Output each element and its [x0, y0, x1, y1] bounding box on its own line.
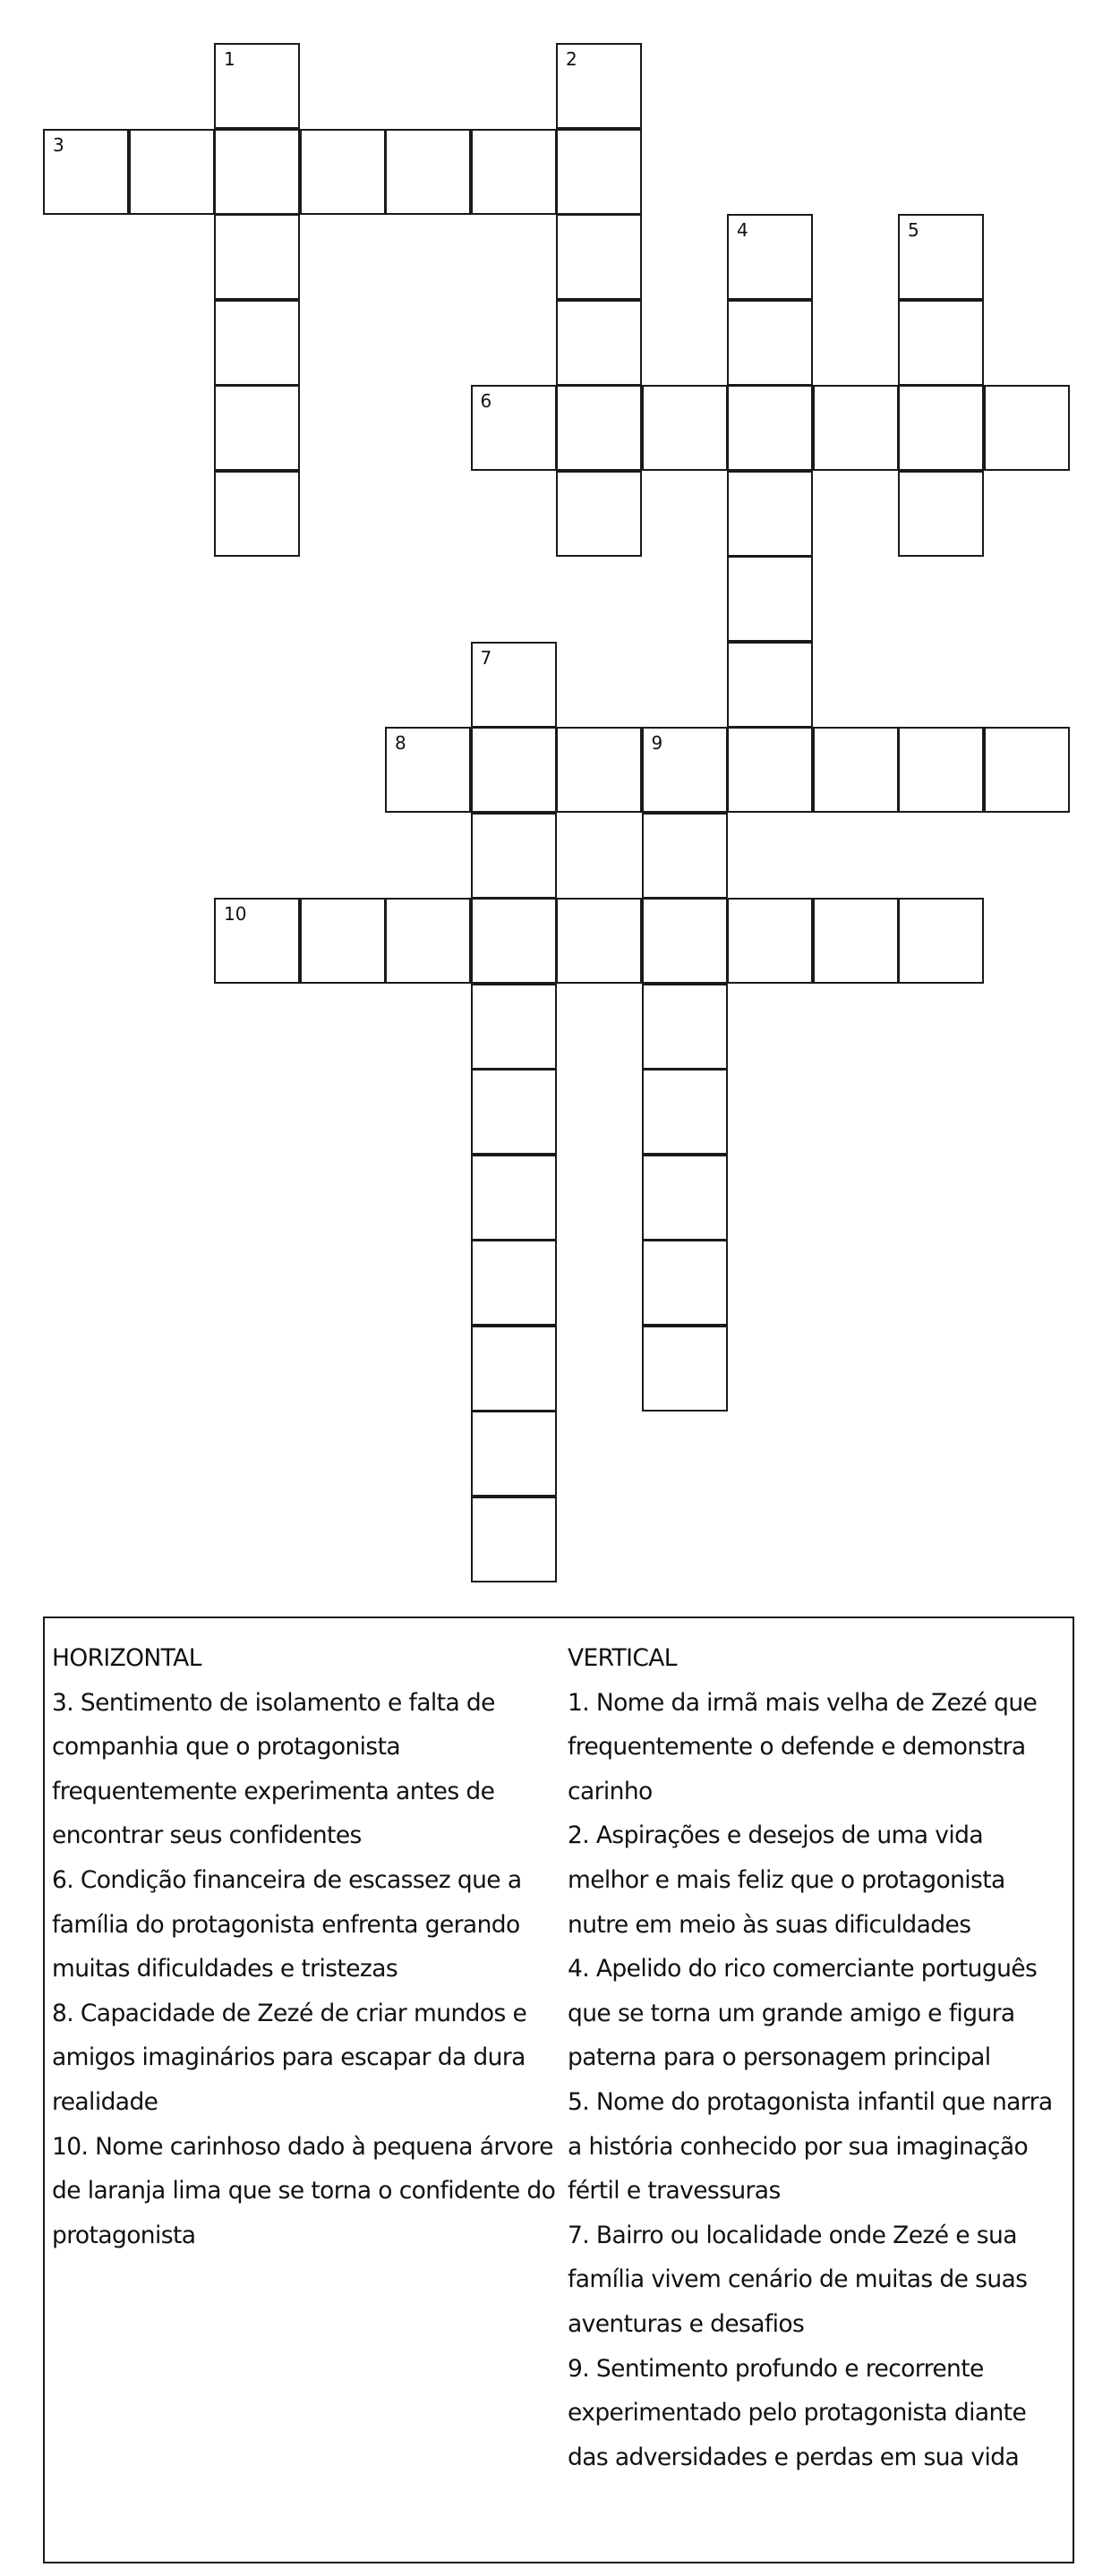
grid-cell[interactable] — [471, 898, 557, 984]
grid-cell[interactable] — [471, 1155, 557, 1241]
grid-cell[interactable] — [642, 1326, 728, 1412]
grid-cell[interactable] — [727, 556, 813, 642]
grid-cell[interactable] — [385, 129, 471, 215]
grid-cell[interactable] — [300, 898, 386, 984]
grid-cell[interactable] — [385, 727, 471, 813]
grid-cell[interactable] — [898, 214, 984, 300]
clue-number: 8 — [395, 732, 406, 754]
clue-across-10: 10. Nome carinhoso dado à pequena árvore de laranja lima que se torna o confidente do protagonista — [52, 2132, 556, 2249]
grid-cell[interactable] — [471, 1240, 557, 1326]
grid-cell[interactable] — [214, 385, 300, 471]
grid-cell[interactable] — [385, 898, 471, 984]
grid-cell[interactable] — [556, 471, 642, 557]
grid-cell[interactable] — [556, 214, 642, 300]
clue-down-4: 4. Apelido do rico comerciante português que se torna um grande amigo e figura paterna para o personagem principal — [568, 1955, 1038, 2072]
vertical-heading: VERTICAL — [568, 1644, 677, 1672]
grid-cell[interactable] — [642, 1155, 728, 1241]
clue-number: 10 — [224, 903, 247, 925]
clue-number: 3 — [53, 133, 64, 156]
grid-cell[interactable] — [556, 43, 642, 129]
grid-cell[interactable] — [898, 727, 984, 813]
clue-down-1: 1. Nome da irmã mais velha de Zezé que frequentemente o defende e demonstra carinho — [568, 1688, 1038, 1805]
grid-cell[interactable] — [471, 129, 557, 215]
grid-cell[interactable] — [471, 1411, 557, 1497]
vertical-clues — [568, 1636, 1069, 2479]
grid-cell[interactable] — [727, 898, 813, 984]
grid-cell[interactable] — [642, 385, 728, 471]
clue-down-2: 2. Aspirações e desejos de uma vida melhor e mais feliz que o protagonista nutre em meio às suas dificuldades — [568, 1821, 1005, 1939]
clue-number: 7 — [480, 646, 492, 669]
clue-number: 1 — [224, 48, 235, 70]
clue-down-5: 5. Nome do protagonista infantil que narra a história conhecido por sua imaginação fértil e travessuras — [568, 2087, 1053, 2205]
grid-cell[interactable] — [214, 300, 300, 386]
grid-cell[interactable] — [642, 898, 728, 984]
grid-cell[interactable] — [43, 129, 129, 215]
clue-number: 2 — [566, 48, 577, 70]
clue-across-6: 6. Condição financeira de escassez que a família do protagonista enfrenta gerando muitas dificuldades e tristezas — [52, 1865, 522, 1983]
grid-cell[interactable] — [556, 898, 642, 984]
grid-cell[interactable] — [984, 727, 1070, 813]
grid-cell[interactable] — [898, 898, 984, 984]
grid-cell[interactable] — [471, 642, 557, 728]
grid-cell[interactable] — [727, 471, 813, 557]
grid-cell[interactable] — [898, 385, 984, 471]
grid-cell[interactable] — [727, 300, 813, 386]
grid-cell[interactable] — [898, 300, 984, 386]
grid-cell[interactable] — [471, 984, 557, 1070]
grid-cell[interactable] — [727, 385, 813, 471]
grid-cell[interactable] — [898, 471, 984, 557]
grid-cell[interactable] — [813, 727, 899, 813]
clue-number: 4 — [737, 219, 748, 241]
grid-cell[interactable] — [214, 471, 300, 557]
grid-cell[interactable] — [214, 898, 300, 984]
grid-cell[interactable] — [471, 385, 557, 471]
grid-cell[interactable] — [556, 300, 642, 386]
horizontal-heading: HORIZONTAL — [52, 1644, 201, 1672]
grid-cell[interactable] — [642, 1069, 728, 1155]
grid-cell[interactable] — [214, 43, 300, 129]
grid-cell[interactable] — [642, 727, 728, 813]
clue-box — [43, 1616, 1074, 2563]
grid-cell[interactable] — [214, 129, 300, 215]
clue-down-9: 9. Sentimento profundo e recorrente experimentado pelo protagonista diante das adversidades e perdas em sua vida — [568, 2354, 1027, 2471]
grid-cell[interactable] — [813, 898, 899, 984]
clue-across-3: 3. Sentimento de isolamento e falta de companhia que o protagonista frequentemente experimenta antes de encontrar seus confidentes — [52, 1688, 495, 1850]
grid-cell[interactable] — [556, 727, 642, 813]
grid-cell[interactable] — [727, 214, 813, 300]
grid-cell[interactable] — [642, 1240, 728, 1326]
grid-cell[interactable] — [471, 1326, 557, 1412]
grid-cell[interactable] — [813, 385, 899, 471]
grid-cell[interactable] — [984, 385, 1070, 471]
clue-across-8: 8. Capacidade de Zezé de criar mundos e amigos imaginários para escapar da dura realidade — [52, 1999, 527, 2116]
grid-cell[interactable] — [727, 727, 813, 813]
grid-cell[interactable] — [642, 984, 728, 1070]
clue-number: 9 — [651, 732, 663, 754]
grid-cell[interactable] — [214, 214, 300, 300]
grid-cell[interactable] — [471, 1069, 557, 1155]
grid-cell[interactable] — [642, 813, 728, 899]
grid-cell[interactable] — [556, 385, 642, 471]
clue-down-7: 7. Bairro ou localidade onde Zezé e sua família vivem cenário de muitas de suas aventuras e desafios — [568, 2221, 1028, 2338]
grid-cell[interactable] — [471, 1497, 557, 1582]
grid-cell[interactable] — [300, 129, 386, 215]
grid-cell[interactable] — [727, 642, 813, 728]
horizontal-clues — [52, 1636, 562, 2257]
grid-cell[interactable] — [129, 129, 215, 215]
grid-cell[interactable] — [556, 129, 642, 215]
clue-number: 5 — [908, 219, 919, 241]
grid-cell[interactable] — [471, 727, 557, 813]
clue-number: 6 — [480, 390, 492, 412]
grid-cell[interactable] — [471, 813, 557, 899]
